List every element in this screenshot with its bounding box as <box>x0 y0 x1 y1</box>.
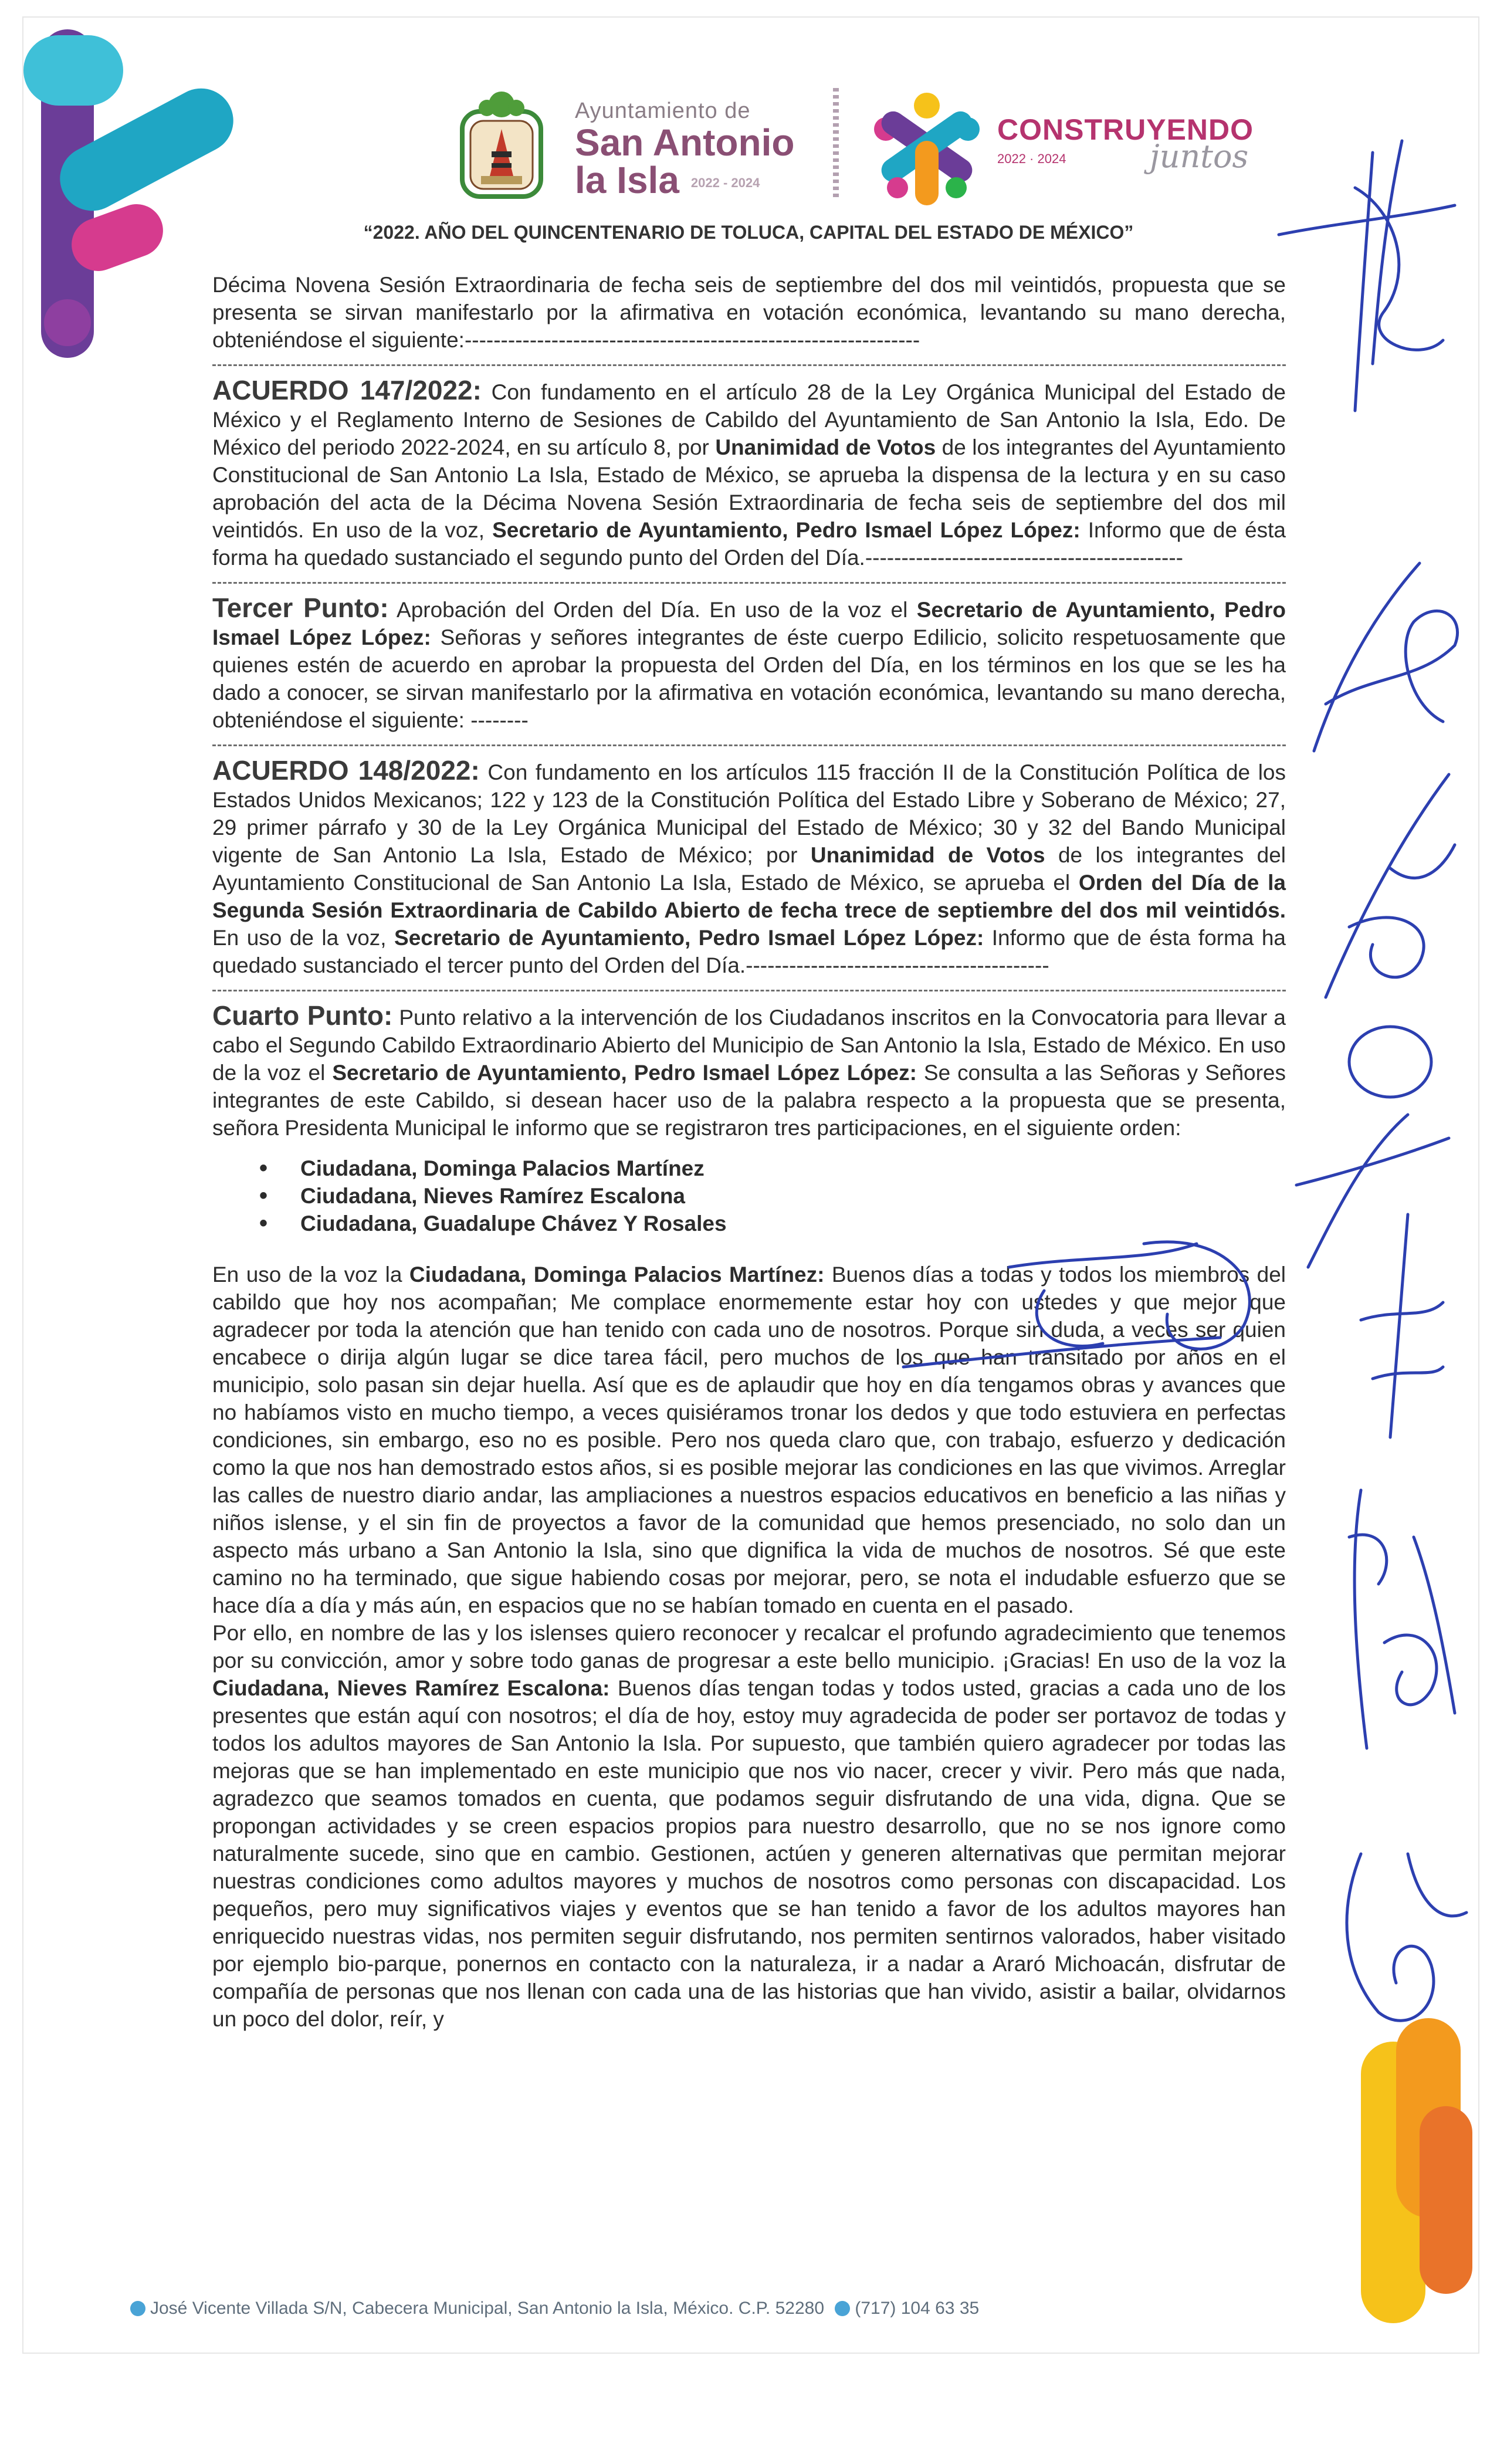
third-point-lead: Tercer Punto: <box>212 593 389 623</box>
signature-2 <box>1291 528 1478 774</box>
campaign-title: CONSTRUYENDO <box>997 113 1254 146</box>
dashed-separator <box>212 990 1286 991</box>
signature-5 <box>892 1220 1302 1396</box>
campaign-script: juntos <box>1150 138 1249 175</box>
campaign-years: 2022 · 2024 <box>997 151 1066 166</box>
phone-icon <box>835 2301 850 2316</box>
footer <box>130 2299 979 2319</box>
speech-dominga: En uso de la voz la Ciudadana, Dominga Palacios Martínez: Buenos días a todas y todos los miembros del cabildo que hoy nos acompañan; Me complace enormemente estar hoy con ustedes y que mejor que agradecer por toda la atención que han tenido con cada uno de nosotros. Porque sin duda, a veces ser quien encabece o dirija algún lugar se dice tarea fácil, pero muchos de los que han transitado por años en el municipio, solo pasan sin dejar huella. Así que es de aplaudir que hoy en día tengamos obras y avances que no habíamos visto en mucho tiempo, a veces quisiéramos tronar los dedos y que todo estuviera en perfectas condiciones, sin embargo, eso no es posible. Pero nos queda claro que, con trabajo, esfuerzo y dedicación como la que nos han demostrado estos años, si es posible mejorar las condiciones en las que vivimos. Arreglar las calles de nuestro diario andar, las ampliaciones a nuestros espacios educativos en beneficio a las niñas y niños islense, y el sin fin de proyectos a favor de la comunidad que hemos presenciado, no solo dan un aspecto más urbano a San Antonio la Isla, sino que dignifica la vida de muchos de nosotros. Sé que este camino no ha terminado, que sigue habiendo cosas por mejorar, pero, se nota el indudable esfuerzo que se hace día a día y más aún, en espacios que no se habían tomado en cuenta en el pasado. <box>212 1263 1286 1617</box>
third-point: Tercer Punto: Aprobación del Orden del Día. En uso de la voz el Secretario de Ayuntamiento, Pedro Ismael López López: Señoras y señores integrantes de éste cuerpo Edilicio, solicito respetuosamente que quienes estén de acuerdo en aprobar la propuesta del Orden del Día, en los términos en los que se les ha dado a conocer, se sirvan manifestarlo por la afirmativa en votación económica, levantando su mano derecha, obteniéndose el siguiente: -------- <box>212 593 1286 732</box>
org-years: 2022 - 2024 <box>690 175 760 191</box>
session-paragraph: Décima Novena Sesión Extraordinaria de fecha seis de septiembre del dos mil veintidós, propuesta que se presenta se sirvan manifestarlo por la afirmativa en votación económica, levantando su mano derecha, obteniéndose el siguiente:--------------------------------------------------------------- <box>212 273 1286 352</box>
signature-3 <box>1302 751 1478 1009</box>
footer-address: José Vicente Villada S/N, Cabecera Municipal, San Antonio la Isla, México. C.P. 52280 <box>150 2299 825 2318</box>
agreement-148-lead: ACUERDO 148/2022: <box>212 755 480 786</box>
fourth-point: Cuarto Punto: Punto relativo a la intervención de los Ciudadanos inscritos en la Convocatoria para llevar a cabo el Segundo Cabildo Extraordinario Abierto del Municipio de San Antonio la Isla, Estado de México. En uso de la voz el Secretario de Ayuntamiento, Pedro Ismael López López: Se consulta a las Señoras y Señores integrantes de este Cabildo, si desean hacer uso de la palabra respecto a la propuesta que se presenta, señora Presidenta Municipal le informo que se registraron tres participaciones, en el siguiente orden: <box>212 1000 1286 1140</box>
campaign-logo <box>862 82 1273 217</box>
speech-nieves: Por ello, en nombre de las y los islenses quiero reconocer y recalcar el profundo agradecimiento que tenemos por su convicción, amor y sobre todo ganas de progresar a este bello municipio. ¡Gracias! En uso de la voz la Ciudadana, Nieves Ramírez Escalona: Buenos días tengan todas y todos usted, gracias a cada uno de los presentes que están aquí con nosotros; el día de hoy, estoy muy agradecida de poder ser portavoz de todas y todos los adultos mayores de San Antonio la Isla. Por supuesto, que también quiero agradecer por todas las mejoras que se han implementado en este municipio que nos vio nacer, crecer y vivir. Pero más que nada, agradezco que seamos tomados en cuenta, que podamos seguir disfrutando de una vida, digna. Que se propongan actividades y se creen espacios propios para nuestro desarrollo, que no se nos ignore como naturalmente sucede, sino que en cambio. Gestionen, actúen y generen alternativas que permitan mejorar nuestras condiciones como adultos mayores y muchos de nosotros como personas con discapacidad. Los pequeños, pero muy significativos viajes y eventos que se han tenido a favor de los adultos mayores han enriquecido nuestras vidas, nos permiten seguir disfrutando, nos permiten sentirnos valorados, haber visitado por ejemplo bio-parque, ponernos en contacto con la naturaleza, ir a nadar a Araró Michoacán, disfrutar de compañía de personas que nos llenan con cada una de las historias que han vivido, asistir a bailar, olvidarnos un poco del dolor, reír, y <box>212 1621 1286 2031</box>
list-item: • Ciudadana, Dominga Palacios Martínez <box>300 1155 1286 1182</box>
footer-phone: (717) 104 63 35 <box>855 2299 980 2318</box>
signature-1 <box>1267 117 1466 422</box>
org-small-text: Ayuntamiento de <box>575 99 751 123</box>
list-item: • Ciudadana, Guadalupe Chávez Y Rosales <box>300 1210 1286 1237</box>
dashed-separator <box>212 364 1286 366</box>
campaign-figures-icon <box>862 88 991 211</box>
municipal-seal-icon <box>458 88 546 199</box>
letterhead <box>458 82 1279 217</box>
location-pin-icon <box>130 2301 145 2316</box>
year-title: “2022. AÑO DEL QUINCENTENARIO DE TOLUCA, CAPITAL DEL ESTADO DE MÉXICO” <box>363 222 1134 243</box>
agreement-147: ACUERDO 147/2022: Con fundamento en el artículo 28 de la Ley Orgánica Municipal del Estado de México y el Reglamento Interno de Sesiones de Cabildo del Ayuntamiento de San Antonio la Isla, Edo. De México del periodo 2022-2024, en su artículo 8, por Unanimidad de Votos de los integrantes del Ayuntamiento Constitucional de San Antonio La Isla, Estado de México, se aprueba la dispensa de la lectura y en su caso aprobación del acta de la Décima Novena Sesión Extraordinaria de fecha seis de septiembre del dos mil veintidós. En uso de la voz, Secretario de Ayuntamiento, Pedro Ismael López López: Informo que de ésta forma ha quedado sustanciado el segundo punto del Orden del Día.-------------------------------------------- <box>212 375 1286 570</box>
dashed-separator <box>212 582 1286 584</box>
dashed-separator <box>212 744 1286 746</box>
organization-name <box>575 99 903 202</box>
document-body <box>212 271 1286 2033</box>
list-item: • Ciudadana, Nieves Ramírez Escalona <box>300 1182 1286 1210</box>
signature-6 <box>1337 1203 1455 1449</box>
signature-8 <box>1326 1819 1478 2042</box>
bottom-right-decoration <box>1326 2018 1478 2347</box>
fourth-point-lead: Cuarto Punto: <box>212 1000 393 1031</box>
signature-7 <box>1314 1467 1478 1772</box>
header-divider <box>833 88 839 199</box>
org-name-line2: la Isla <box>575 159 679 201</box>
agreement-148: ACUERDO 148/2022: Con fundamento en los artículos 115 fracción II de la Constitución Política de los Estados Unidos Mexicanos; 122 y 123 de la Constitución Política del Estado Libre y Soberano de México; 27, 29 primer párrafo y 30 de la Ley Orgánica Municipal del Estado de México; 30 y 32 del Bando Municipal vigente de San Antonio La Isla, Estado de México; por Unanimidad de Votos de los integrantes del Ayuntamiento Constitucional de San Antonio La Isla, Estado de México, se aprueba el Orden del Día de la Segunda Sesión Extraordinaria de Cabildo Abierto de fecha trece de septiembre del dos mil veintidós. En uso de la voz, Secretario de Ayuntamiento, Pedro Ismael López López: Informo que de ésta forma ha quedado sustanciado el tercer punto del Orden del Día.------------------------------------------ <box>212 755 1286 977</box>
agreement-147-lead: ACUERDO 147/2022: <box>212 375 482 405</box>
org-name-line1: San Antonio <box>575 121 795 164</box>
